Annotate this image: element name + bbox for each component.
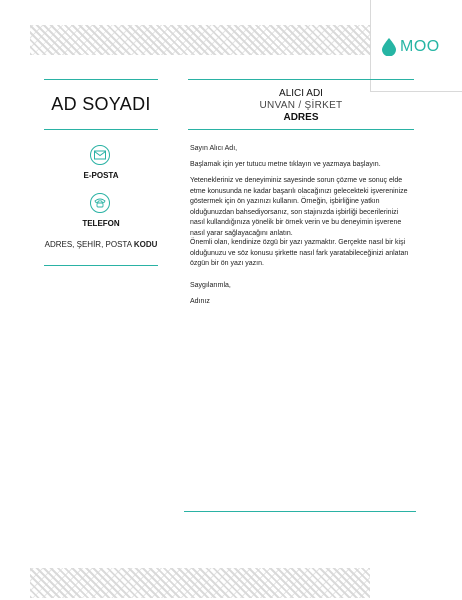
email-icon bbox=[90, 145, 110, 165]
phone-label: TELEFON bbox=[82, 219, 120, 228]
letter-paragraph-2: Önemli olan, kendinize özgü bir yazı yazmaktır. Gerçekte nasıl bir kişi olduğunuzu ve söz konusu şirkette nasıl fark yaratabileceğinizi anlatan özgün bir ön yazı yazın. bbox=[190, 239, 409, 267]
recipient-title-company: UNVAN / ŞİRKET bbox=[259, 100, 343, 111]
recipient-address: ADRES bbox=[283, 112, 319, 123]
address-bold: KODU bbox=[133, 240, 158, 249]
sender-address bbox=[44, 240, 158, 249]
footer-pattern bbox=[30, 568, 370, 598]
left-name-rule bbox=[44, 129, 158, 130]
email-label: E-POSTA bbox=[83, 171, 119, 180]
left-bottom-rule bbox=[44, 265, 158, 266]
letter-intro: Başlamak için yer tutucu metne tıklayın ve yazmaya başlayın. bbox=[190, 161, 381, 168]
right-top-rule bbox=[188, 79, 414, 80]
phone-icon bbox=[90, 193, 110, 213]
address-prefix: ADRES, ŞEHİR, POSTA bbox=[44, 240, 132, 249]
right-recipient-rule bbox=[188, 129, 414, 130]
left-top-rule bbox=[44, 79, 158, 80]
header-pattern bbox=[30, 25, 370, 55]
recipient-name: ALICI ADI bbox=[279, 88, 323, 99]
logo-text: MOO bbox=[400, 38, 440, 55]
letter-paragraph-1: Yetenekleriniz ve deneyiminiz sayesinde sorun çözme ve sonuç elde etme konusunda ne kadar başarılı olacağınızı gelecekteki işvereninize göstermek için ön yazınızı kullanın. Örneğin, işbirliğine yatkın olduğunuzdan bahsediyorsanız, son stajınızda işbirliği becerilerinizi nasıl kullandığınıza yönelik bir örnek verin ve bu deneyimin işverene nasıl yarar sağlayacağını anlatın. bbox=[190, 177, 408, 237]
letter-signature: Adınız bbox=[190, 298, 210, 305]
sender-name: AD SOYADI bbox=[51, 94, 151, 114]
drop-icon bbox=[382, 38, 396, 56]
letter-closing: Saygılarımla, bbox=[190, 282, 231, 289]
right-bottom-rule bbox=[184, 511, 416, 512]
letter-salutation: Sayın Alıcı Adı, bbox=[190, 145, 238, 152]
